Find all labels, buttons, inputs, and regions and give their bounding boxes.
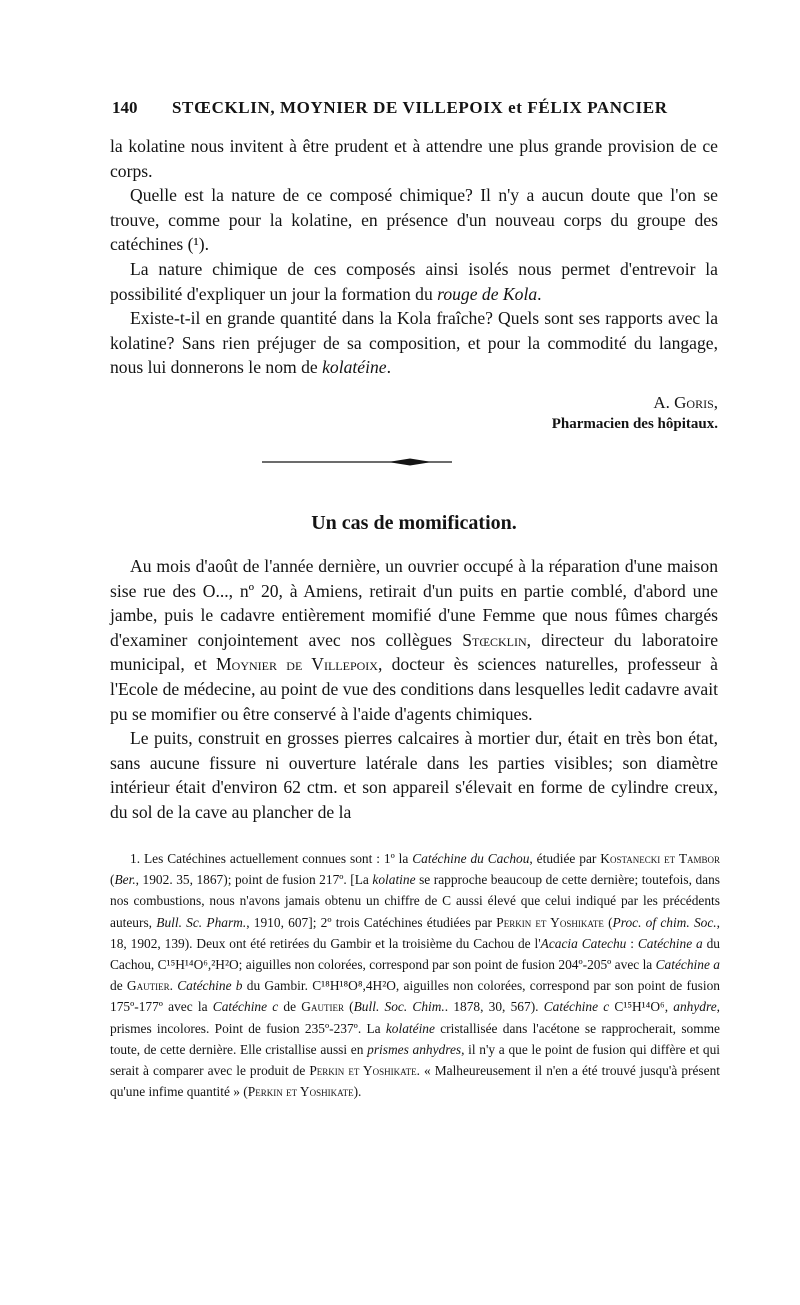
running-header — [112, 98, 718, 130]
text-run: , directeur du laboratoire municipal, et — [110, 629, 718, 675]
paragraph — [110, 257, 718, 306]
text-run: ). — [353, 1084, 362, 1100]
text-run: ( — [110, 872, 115, 888]
running-title: STŒCKLIN, MOYNIER DE VILLEPOIX et FÉLIX PANCIER — [172, 98, 668, 117]
italic-text: rouge de Kola — [437, 283, 538, 304]
paragraph — [110, 306, 718, 380]
text-run: , étudiée par — [529, 851, 601, 866]
text-run: cristallisée dans l'acétone se rapprocherait, somme toute, de cette dernière. Elle cristallise aussi en — [110, 1020, 720, 1057]
text-run: , il n'y a que le point de fusion qui diffère et qui serait à comparer avec le produit de — [110, 1041, 721, 1079]
text-run: de — [278, 999, 302, 1015]
paragraph: Quelle est la nature de ce composé chimique? Il n'y a aucun doute que l'on se trouve, comme pour la kolatine, en présence d'un nouveau corps du groupe des catéchines (¹). — [110, 185, 718, 255]
italic-text: Proc. of chim. Soc. — [612, 914, 717, 930]
text-run: C¹⁵H¹⁴O⁶, — [609, 999, 674, 1015]
italic-text: kolatéine — [385, 1020, 435, 1036]
section-divider — [262, 456, 452, 468]
text-run: La nature chimique de ces composés ainsi isolés nous permet d'entrevoir la possibilité d'expliquer un jour la formation du — [110, 258, 718, 304]
text-run: , 18, 1902, 139). Deux ont été retirées du Gambir et la troisième du Cachou de l' — [110, 914, 720, 951]
author-name: Kostanecki et Tambor — [600, 851, 721, 866]
italic-text: kolatine — [372, 872, 416, 888]
italic-text: Bull. Sc. Pharm. — [156, 914, 247, 930]
paragraph: la kolatine nous invitent à être prudent et à attendre une plus grande provision de ce corps. — [110, 136, 718, 181]
text-run: , docteur ès sciences naturelles, professeur à l'Ecole de médecine, au point de vue des conditions dans lesquelles ledit cadavre avait pu se momifier ou être conservé à l'aide d'agents chimiques. — [110, 654, 718, 724]
italic-text: kolatéine — [322, 357, 387, 378]
author-name: Gautier — [301, 999, 344, 1015]
author-name: Perkin et Yoshikate — [247, 1084, 354, 1100]
article-title: Un cas de momification. — [311, 512, 517, 534]
text-run: . « Malheureusement il n'en a été trouvé jusqu'à présent qu'une infime quantité » ( — [110, 1063, 720, 1100]
text-run: Existe-t-il en grande quantité dans la Kola fraîche? Quels sont ses rapports avec la kolatine? Sans rien préjuger de sa composition, et pour la commodité du langage, nous lui donnerons le nom de — [110, 308, 718, 378]
paragraph: Le puits, construit en grosses pierres calcaires à mortier dur, était en très bon état, sans aucune fissure ni ouverture latérale dans les parties visibles; son diamètre intérieur était d'environ 62 ctm. et son appareil s'élevait en forme de cylindre creux, du sol de la cave au plancher de la — [110, 728, 718, 822]
footnote-text — [110, 848, 720, 1102]
italic-text: Catéchine c — [212, 999, 279, 1015]
text-run: du Gambir. C¹⁸H¹⁸O⁸,4H²O, aiguilles non colorées, correspond par son point de fusion 175º-177º avec la — [110, 978, 720, 1015]
page-number: 140 — [112, 98, 138, 117]
author-name: Perkin et Yoshikate — [309, 1063, 417, 1079]
italic-text: anhydre — [673, 999, 717, 1015]
text-run: du Cachou, C¹⁵H¹⁴O⁶,²H²O; aiguilles non colorées, correspond par son point de fusion 204º-205º avec la — [110, 935, 720, 973]
text-run: . 1878, 30, 567). — [444, 999, 544, 1015]
italic-text: Bull. Soc. Chim. — [353, 999, 445, 1015]
text-run: . — [537, 283, 542, 304]
signature-title: Pharmacien des hôpitaux. — [551, 416, 718, 432]
italic-text: Catéchine du Cachou — [412, 851, 530, 866]
text-run: , 1910, 607]; 2º trois Catéchines étudiées par — [246, 914, 497, 930]
signature-name: A. Goris, — [653, 393, 718, 412]
italic-text: Catéchine a — [637, 935, 703, 951]
text-run: . — [169, 978, 178, 994]
author-name: Perkin et Yoshikate — [496, 914, 604, 930]
text-run: ( — [603, 914, 613, 930]
paragraph — [110, 554, 718, 726]
italic-text: prismes anhydres — [367, 1041, 462, 1057]
italic-text: Acacia Catechu — [540, 935, 627, 951]
article1-body — [110, 134, 718, 380]
text-run: , 1902. 35, 1867); point de fusion 217º. [La — [135, 872, 373, 888]
text-run: , prismes incolores. Point de fusion 235º-237º. La — [110, 999, 720, 1036]
italic-text: Ber. — [114, 872, 136, 888]
text-run: se rapproche beaucoup de cette dernière; toutefois, dans nos combustions, nous n'avons jamais obtenu un chiffre de C aussi élevé que celui indiqué par les précédents auteurs, — [110, 872, 720, 930]
text-run: 1. Les Catéchines actuellement connues sont : 1º la — [130, 851, 413, 866]
text-run: ( — [343, 999, 354, 1015]
text-run: : — [626, 935, 638, 951]
footnote — [110, 848, 720, 1102]
author-name: Gautier — [126, 978, 170, 994]
text-run: de — [110, 978, 127, 994]
article2-body — [110, 554, 718, 825]
italic-text: Catéchine c — [543, 999, 610, 1015]
italic-text: Catéchine b — [177, 978, 243, 994]
text-run: Au mois d'août de l'année dernière, un ouvrier occupé à la réparation d'une maison sise rue des O..., nº 20, à Amiens, retirait d'un puits en partie comblé, d'abord une jambe, puis le cadavre entièrement momifié d'une Femme que nous fûmes chargés d'examiner conjointement avec nos collègues — [110, 556, 718, 650]
author-name: Moynier de Villepoix — [216, 654, 378, 675]
author-name: Stœcklin — [462, 629, 527, 650]
text-run: . — [386, 357, 391, 378]
italic-text: Catéchine a — [655, 957, 720, 973]
